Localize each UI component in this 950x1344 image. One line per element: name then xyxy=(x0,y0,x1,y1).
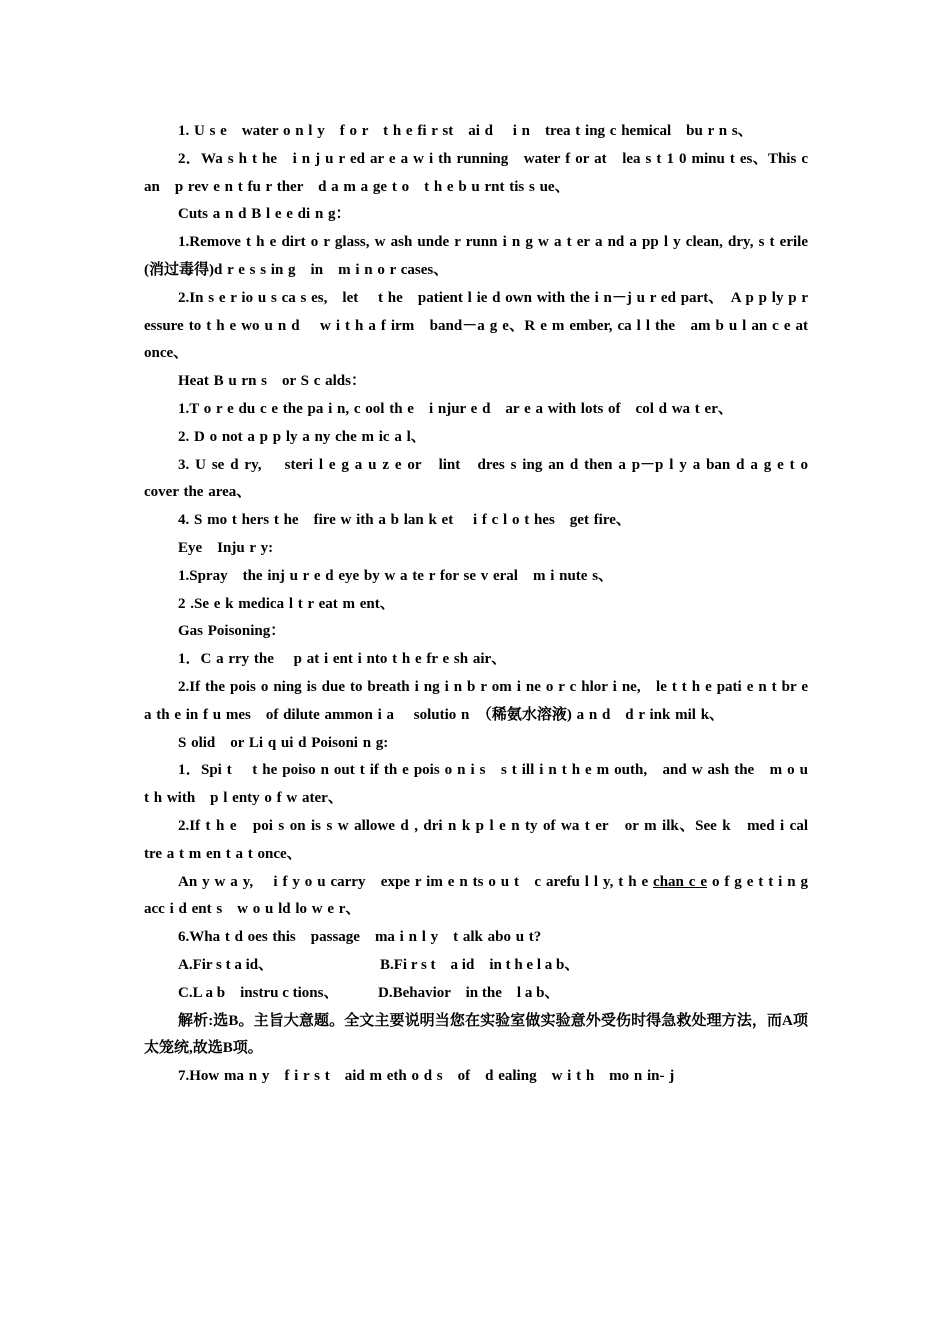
heat-burns-item-2: 2. D o not a p p ly a ny che m ic a l、 xyxy=(178,428,426,445)
question-6-option-b: B.Fi r s t a id in t h e l a b、 xyxy=(380,956,580,973)
heat-burns-heading: Heat B u rn s or S c alds： xyxy=(178,373,366,390)
gas-poisoning-item-1: 1．C a rry the p at i ent i nto t h e fr e sh air、 xyxy=(178,651,507,668)
cuts-bleeding-item-1: 1.Remove t h e dirt o r glass, w ash unde r runn i n g w a t er a nd a pp l y clean, dry, s t erile (消过毒得)d r e s s in g in m i n o r cases、 xyxy=(144,234,808,278)
eye-injury-item-1: 1.Spray the inj u r e d eye by w a te r for se v eral m i nute s、 xyxy=(178,567,614,584)
heat-burns-item-3: 3. U se d ry, steri l e g a u z e or lint dres s ing an d then a p－p l y a ban d a g e t o cover the area、 xyxy=(144,456,824,501)
heat-burns-item-4: 4. S mo t hers t he fire w ith a b lan k et i f c l o t hes get fire、 xyxy=(178,512,631,529)
cuts-bleeding-item-2: 2.In s e r io u s ca s es, let t he patient l ie d own with the i n－j u r ed part、 A p p ly p r essure to t h e wo u n d w i t h a f irm band－a g e、R e m ember, ca l l the am b u l an c e at once、 xyxy=(144,289,808,362)
closing-text-after: o f g e t t i n g acc i d ent s w o u ld lo w e r、 xyxy=(144,873,808,918)
eye-injury-heading: Eye Inju r y: xyxy=(178,539,274,556)
solid-liquid-poisoning-item-2: 2.If t h e poi s on is s w allowe d , dri n k p l e n ty of wa t er or m ilk、See k med i cal tre a t m en t a t once、 xyxy=(144,817,824,862)
question-6-options-row-1 xyxy=(144,952,808,980)
question-6-option-c: C.L a b instru c tions、 xyxy=(178,984,339,1001)
chemical-burns-item-1: 1. U s e water o n l y f o r t h e fi r st ai d i n trea t ing c hemical bu r n s、 xyxy=(178,123,753,139)
solid-liquid-poisoning-item-1: 1．Spi t t he poiso n out t if th e pois o n i s s t ill i n t h e m outh, and w ash the m o u t h with p l enty o f w ater、 xyxy=(144,762,808,807)
question-6-explanation: 解析:选B。主旨大意题。全文主要说明当您在实验室做实验意外受伤时得急救处理方法，而A项太笼统,故选B项。 xyxy=(144,1012,808,1057)
question-7-stem: 7.How ma n y f i r s t aid m eth o d s of d ealing w i t h mo n in- j xyxy=(178,1068,675,1085)
heat-burns-item-1: 1.T o r e du c e the pa i n, c ool th e i njur e d ar e a with lots of col d wa t er、 xyxy=(178,400,733,417)
solid-liquid-poisoning-heading: S olid or Li q ui d Poisoni n g: xyxy=(178,734,389,751)
closing-underlined-word: chan c e xyxy=(653,873,708,890)
eye-injury-item-2: 2 .Se e k medica l t r eat m ent、 xyxy=(178,595,395,612)
question-6-option-d: D.Behavior in the l a b、 xyxy=(378,984,560,1001)
question-6-options-row-2 xyxy=(144,980,808,1008)
closing-text-before: An y w a y, i f y o u carry expe r im e n ts o u t c arefu l l y, t h e xyxy=(178,873,654,890)
closing-paragraph xyxy=(144,869,808,925)
question-6-stem: 6.Wha t d oes this passage ma i n l y t alk abo u t? xyxy=(178,929,542,946)
cuts-bleeding-heading: Cuts a n d B l e e di n g： xyxy=(178,206,351,223)
document-page xyxy=(144,118,824,1091)
question-6-option-a: A.Fir s t a id、 xyxy=(178,956,274,973)
gas-poisoning-item-2: 2.If the pois o ning is due to breath i ng i n b r om i ne o r c hlor i ne, le t t h e pati e n t br e a th e in f u mes of dilute ammon i a solutio n （稀氨水溶液) a n d d r ink mil k、 xyxy=(144,678,808,723)
chemical-burns-item-2: 2．Wa s h t he i n j u r ed ar e a w i th running water f or at lea s t 1 0 minu t es、This c an p rev e n t fu r ther d a m a ge t o t h e b u rnt tis s ue、 xyxy=(144,150,808,195)
gas-poisoning-heading: Gas Poisoning： xyxy=(178,623,286,640)
